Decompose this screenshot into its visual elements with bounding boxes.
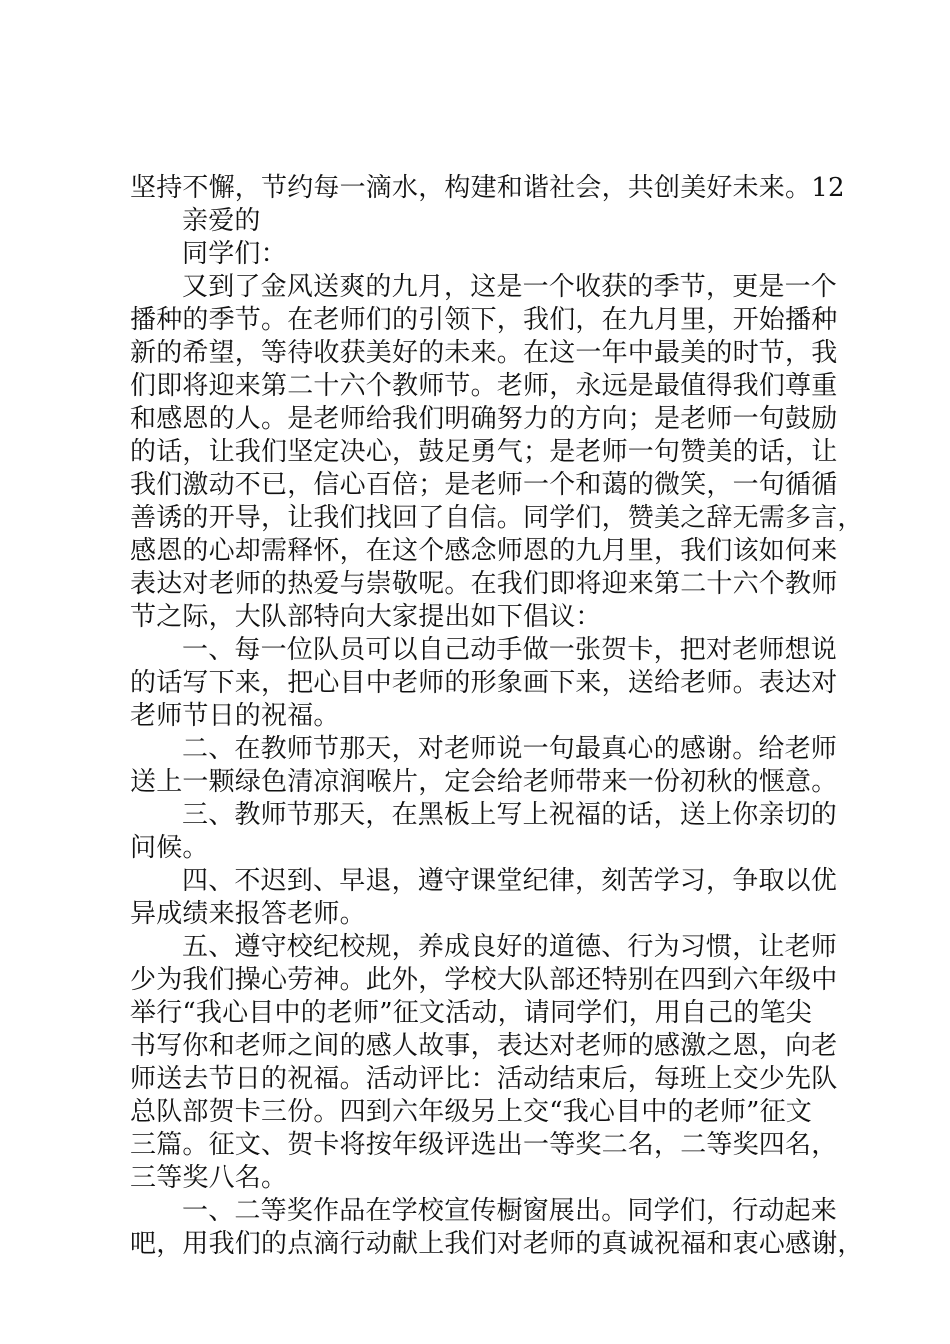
document-body (130, 172, 864, 1261)
text-line: 我们激动不已，信心百倍；是老师一个和蔼的微笑，一句循循 (130, 470, 838, 500)
text-line: 感恩的心却需释怀，在这个感念师恩的九月里，我们该如何来 (130, 536, 838, 566)
text-line: 送上一颗绿色清凉润喉片，定会给老师带来一份初秋的惬意。 (130, 767, 838, 797)
text-line: 总队部贺卡三份。四到六年级另上交“我心目中的老师”征文 (130, 1097, 812, 1127)
text-line: 和感恩的人。是老师给我们明确努力的方向；是老师一句鼓励 (130, 404, 838, 434)
text-line: 四、不迟到、早退，遵守课堂纪律，刻苦学习，争取以优 (182, 866, 838, 896)
text-line: 一、二等奖作品在学校宣传橱窗展出。同学们，行动起来 (182, 1196, 838, 1226)
text-line: 三等奖八名。 (130, 1163, 288, 1193)
text-line: 师送去节日的祝福。活动评比：活动结束后，每班上交少先队 (130, 1064, 838, 1094)
text-line: 二、在教师节那天，对老师说一句最真心的感谢。给老师 (182, 734, 838, 764)
text-line: 问候。 (130, 833, 209, 863)
text-line: 新的希望，等待收获美好的未来。在这一年中最美的时节，我 (130, 338, 838, 368)
text-line: 异成绩来报答老师。 (130, 899, 366, 929)
text-line: 又到了金风送爽的九月，这是一个收获的季节，更是一个 (182, 272, 838, 302)
text-line: 的话，让我们坚定决心，鼓足勇气；是老师一句赞美的话，让 (130, 437, 838, 467)
text-line: 书写你和老师之间的感人故事，表达对老师的感激之恩，向老 (130, 1031, 838, 1061)
text-line: 亲爱的 (182, 206, 261, 236)
text-line: 们即将迎来第二十六个教师节。老师，永远是最值得我们尊重 (130, 371, 838, 401)
text-line: 举行“我心目中的老师”征文活动，请同学们，用自己的笔尖 (130, 998, 812, 1028)
text-line: 同学们： (182, 239, 287, 269)
text-line: 吧，用我们的点滴行动献上我们对老师的真诚祝福和衷心感谢， (130, 1229, 864, 1259)
text-line: 的话写下来，把心目中老师的形象画下来，送给老师。表达对 (130, 668, 838, 698)
text-line: 五、遵守校纪校规，养成良好的道德、行为习惯，让老师 (182, 932, 838, 962)
text-line: 节之际，大队部特向大家提出如下倡议： (130, 602, 602, 632)
text-line: 播种的季节。在老师们的引领下，我们，在九月里，开始播种 (130, 305, 838, 335)
text-line: 老师节日的祝福。 (130, 701, 340, 731)
text-line: 善诱的开导，让我们找回了自信。同学们，赞美之辞无需多言， (130, 503, 864, 533)
text-line: 少为我们操心劳神。此外，学校大队部还特别在四到六年级中 (130, 965, 838, 995)
text-line: 三篇。征文、贺卡将按年级评选出一等奖二名，二等奖四名， (130, 1130, 838, 1160)
text-line: 坚持不懈，节约每一滴水，构建和谐社会，共创美好未来。12 (130, 173, 845, 203)
text-line: 表达对老师的热爱与崇敬呢。在我们即将迎来第二十六个教师 (130, 569, 838, 599)
text-line: 三、教师节那天，在黑板上写上祝福的话，送上你亲切的 (182, 800, 838, 830)
text-line: 一、每一位队员可以自己动手做一张贺卡，把对老师想说 (182, 635, 838, 665)
